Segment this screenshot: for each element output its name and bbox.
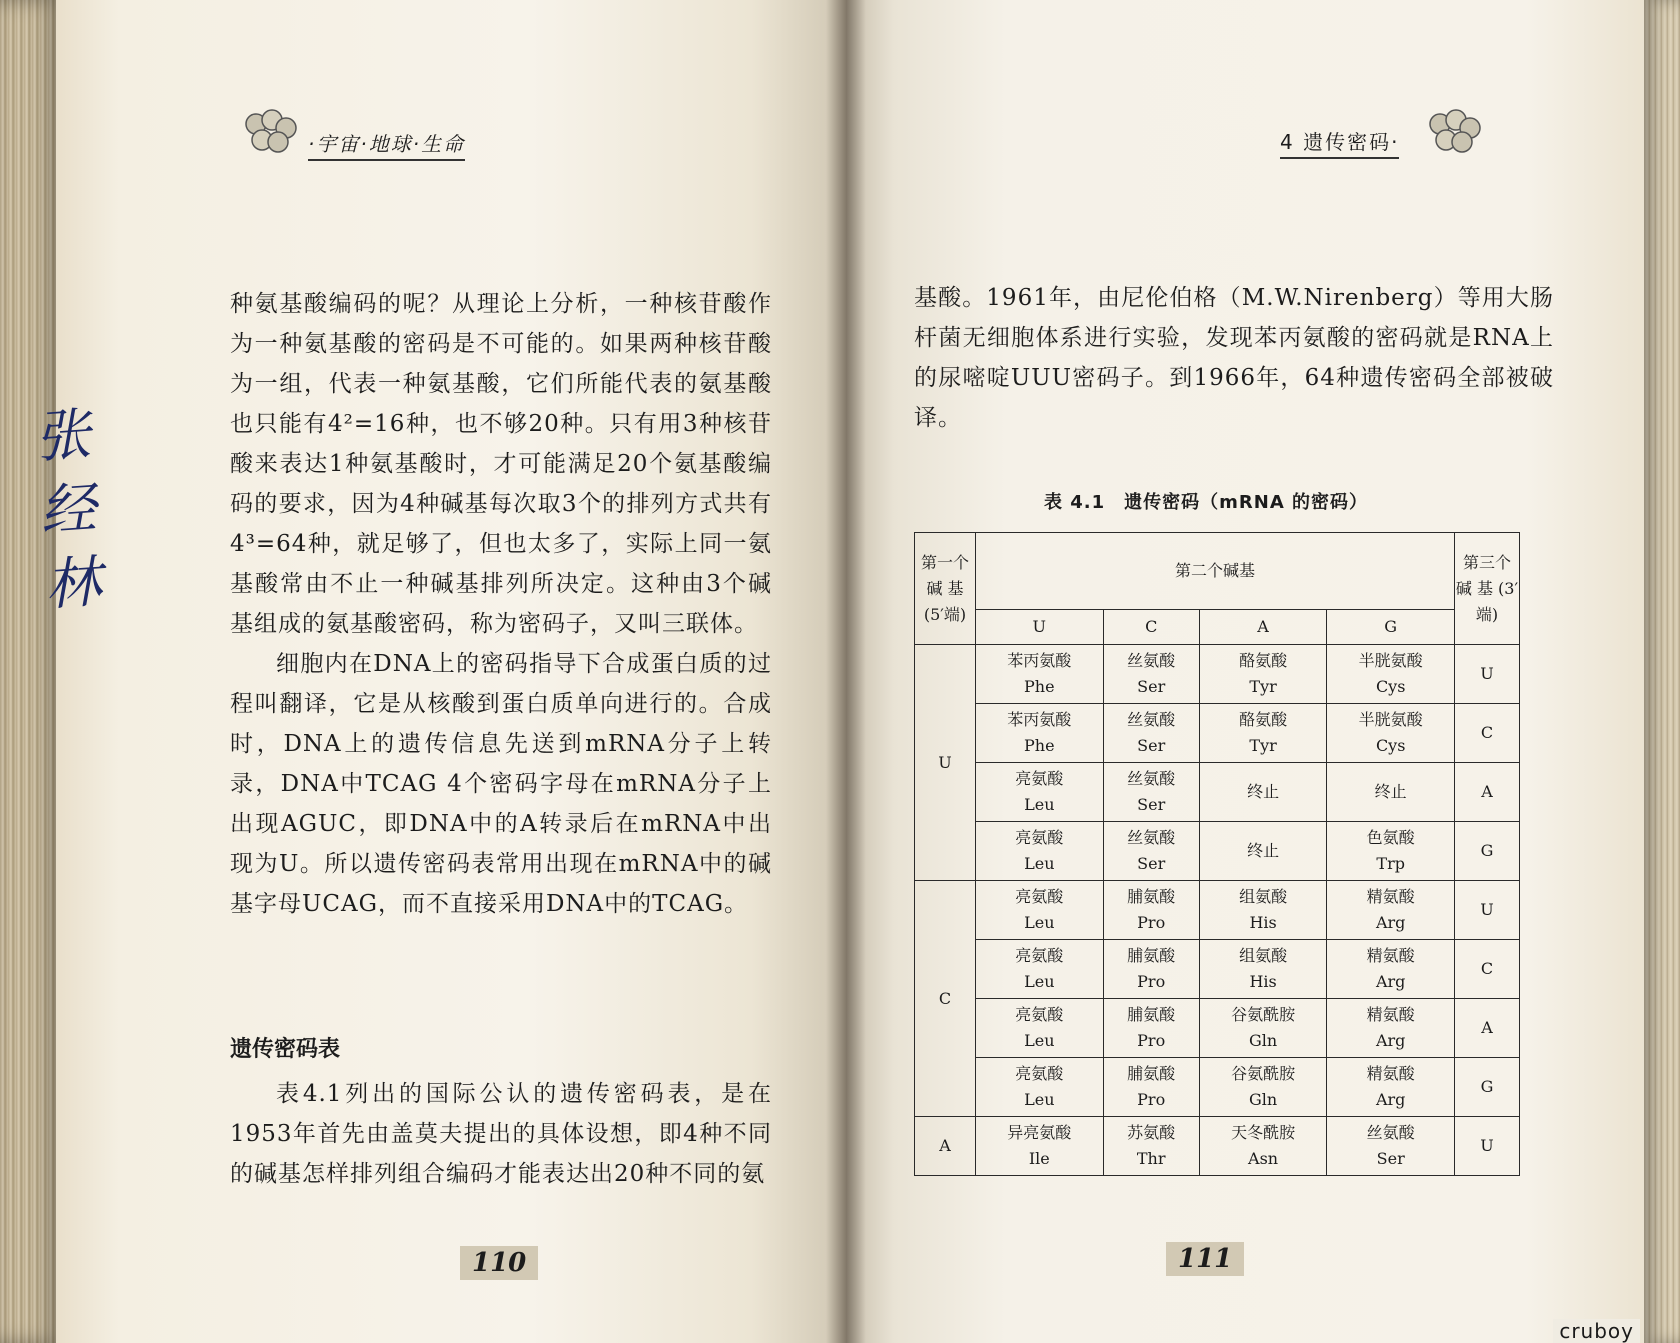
amino-acid-name: 亮氨酸 xyxy=(1015,1064,1064,1083)
codon-cell xyxy=(1199,881,1327,940)
book-edge-left xyxy=(0,0,60,1343)
codon-cell xyxy=(1199,999,1327,1058)
codon-cell xyxy=(976,999,1104,1058)
amino-acid-name: 脯氨酸 xyxy=(1127,1005,1176,1024)
amino-acid-abbrev: Arg xyxy=(1375,1031,1406,1050)
codon-cell xyxy=(1199,1117,1327,1176)
codon-cell xyxy=(1327,999,1455,1058)
table-row xyxy=(915,881,1520,940)
amino-acid-abbrev: Arg xyxy=(1375,1090,1406,1109)
amino-acid-name: 终止 xyxy=(1247,841,1280,860)
codon-cell xyxy=(1327,881,1455,940)
amino-acid-name: 谷氨酰胺 xyxy=(1231,1064,1296,1083)
codon-cell xyxy=(1199,1058,1327,1117)
amino-acid-abbrev: Leu xyxy=(1024,972,1055,991)
amino-acid-name: 亮氨酸 xyxy=(1015,769,1064,788)
header-third-base: 第三个 碱 基 (3′端) xyxy=(1455,533,1520,645)
amino-acid-abbrev: Leu xyxy=(1024,854,1055,873)
left-page-number: 110 xyxy=(460,1246,538,1280)
amino-acid-abbrev: Cys xyxy=(1375,736,1406,755)
amino-acid-abbrev: Phe xyxy=(1024,677,1055,696)
amino-acid-name: 精氨酸 xyxy=(1366,1005,1415,1024)
molecule-logo-icon xyxy=(1426,108,1482,156)
table-row xyxy=(915,940,1520,999)
left-paragraph-2: 细胞内在DNA上的密码指导下合成蛋白质的过程叫翻译，它是从核酸到蛋白质单向进行的。合成时，DNA上的遗传信息先送到mRNA分子上转录，DNA中TCAG 4个密码字母在mRNA分子上出现AGUC，即DNA中的A转录后在mRNA中出现为U。所以遗传密码表常用出现在mRNA中的碱基字母UCAG，而不直接采用DNA中的TCAG。 xyxy=(230,651,772,917)
amino-acid-name: 天冬酰胺 xyxy=(1231,1123,1296,1142)
molecule-logo-icon xyxy=(242,108,298,156)
amino-acid-name: 亮氨酸 xyxy=(1015,887,1064,906)
codon-cell xyxy=(1103,881,1199,940)
third-base-cell: A xyxy=(1455,999,1520,1058)
left-header-title: ·宇宙·地球·生命 xyxy=(308,128,465,161)
amino-acid-abbrev: Tyr xyxy=(1249,736,1277,755)
table-title: 表 4.1 遗传密码（mRNA 的密码） xyxy=(1044,492,1369,513)
codon-cell xyxy=(976,704,1104,763)
codon-cell xyxy=(1327,822,1455,881)
amino-acid-name: 半胱氨酸 xyxy=(1358,651,1423,670)
codon-cell xyxy=(976,881,1104,940)
codon-cell xyxy=(1199,822,1327,881)
codon-cell xyxy=(1327,940,1455,999)
table-row xyxy=(915,999,1520,1058)
amino-acid-name: 脯氨酸 xyxy=(1127,887,1176,906)
codon-cell xyxy=(1327,704,1455,763)
second-base-c: C xyxy=(1103,610,1199,645)
left-paragraph-1: 种氨基酸编码的呢？从理论上分析，一种核苷酸作为一种氨基酸的密码是不可能的。如果两种核苷酸为一组，代表一种氨基酸，它们所能代表的氨基酸也只能有4²=16种，也不够20种。只有用3种核苷酸来表达1种氨基酸时，才可能满足20个氨基酸编码的要求，因为4种碱基每次取3个的排列方式共有4³=64种，就足够了，但也太多了，实际上同一氨基酸常由不止一种碱基排列所决定。这种由3个碱基组成的氨基酸密码，称为密码子，又叫三联体。 xyxy=(230,291,772,637)
amino-acid-abbrev: Asn xyxy=(1248,1149,1279,1168)
right-header-title: 4 遗传密码· xyxy=(1280,126,1399,159)
amino-acid-abbrev: Thr xyxy=(1136,1149,1166,1168)
table-row xyxy=(915,1117,1520,1176)
header-second-base: 第二个碱基 xyxy=(976,533,1455,610)
first-base-cell: U xyxy=(915,645,976,881)
third-base-cell: G xyxy=(1455,822,1520,881)
left-body xyxy=(230,284,772,924)
amino-acid-name: 半胱氨酸 xyxy=(1358,710,1423,729)
amino-acid-abbrev: Ser xyxy=(1137,677,1166,696)
third-base-cell: C xyxy=(1455,940,1520,999)
amino-acid-abbrev: Leu xyxy=(1024,1090,1055,1109)
codon-cell xyxy=(1199,704,1327,763)
third-base-cell: U xyxy=(1455,881,1520,940)
watermark: cruboy xyxy=(1553,1319,1640,1343)
amino-acid-abbrev: Pro xyxy=(1137,972,1166,991)
codon-cell xyxy=(1327,645,1455,704)
amino-acid-abbrev: Ser xyxy=(1376,1149,1405,1168)
amino-acid-name: 丝氨酸 xyxy=(1127,769,1176,788)
codon-cell xyxy=(976,1058,1104,1117)
codon-cell xyxy=(976,645,1104,704)
codon-cell xyxy=(1103,1058,1199,1117)
amino-acid-abbrev: Arg xyxy=(1375,972,1406,991)
third-base-cell: G xyxy=(1455,1058,1520,1117)
handwritten-note: 张经林 xyxy=(32,402,104,619)
codon-cell xyxy=(1103,704,1199,763)
third-base-cell: U xyxy=(1455,645,1520,704)
second-base-a: A xyxy=(1199,610,1327,645)
codon-cell xyxy=(1103,645,1199,704)
amino-acid-name: 组氨酸 xyxy=(1239,946,1288,965)
codon-cell xyxy=(1103,940,1199,999)
first-base-cell: A xyxy=(915,1117,976,1176)
amino-acid-name: 终止 xyxy=(1247,782,1280,801)
codon-cell xyxy=(1199,763,1327,822)
amino-acid-name: 精氨酸 xyxy=(1366,887,1415,906)
amino-acid-name: 丝氨酸 xyxy=(1127,828,1176,847)
genetic-code-table xyxy=(914,532,1520,1176)
amino-acid-abbrev: Leu xyxy=(1024,1031,1055,1050)
codon-cell xyxy=(1327,1058,1455,1117)
amino-acid-name: 亮氨酸 xyxy=(1015,828,1064,847)
third-base-cell: A xyxy=(1455,763,1520,822)
amino-acid-name: 色氨酸 xyxy=(1366,828,1415,847)
table-row xyxy=(915,1058,1520,1117)
codon-cell xyxy=(1199,645,1327,704)
amino-acid-abbrev: Gln xyxy=(1248,1090,1278,1109)
table-row xyxy=(915,763,1520,822)
codon-cell xyxy=(1103,999,1199,1058)
amino-acid-name: 异亮氨酸 xyxy=(1007,1123,1072,1142)
amino-acid-abbrev: Pro xyxy=(1137,1090,1166,1109)
amino-acid-name: 丝氨酸 xyxy=(1127,651,1176,670)
amino-acid-abbrev: Trp xyxy=(1376,854,1405,873)
amino-acid-name: 谷氨酰胺 xyxy=(1231,1005,1296,1024)
first-base-cell: C xyxy=(915,881,976,1117)
codon-cell xyxy=(1103,763,1199,822)
amino-acid-name: 苯丙氨酸 xyxy=(1007,651,1072,670)
codon-cell xyxy=(976,822,1104,881)
second-base-g: G xyxy=(1327,610,1455,645)
amino-acid-abbrev: Pro xyxy=(1137,1031,1166,1050)
table-row xyxy=(915,704,1520,763)
book-edge-right xyxy=(1644,0,1680,1343)
right-paragraph: 基酸。1961年，由尼伦伯格（M.W.Nirenberg）等用大肠杆菌无细胞体系进行实验，发现苯丙氨酸的密码就是RNA上的尿嘧啶UUU密码子。到1966年，64种遗传密码全部被破译。 xyxy=(914,285,1554,431)
amino-acid-abbrev: Ile xyxy=(1028,1149,1050,1168)
codon-cell xyxy=(1103,822,1199,881)
section-heading: 遗传密码表 xyxy=(230,1037,341,1062)
amino-acid-name: 脯氨酸 xyxy=(1127,1064,1176,1083)
amino-acid-abbrev: Leu xyxy=(1024,795,1055,814)
amino-acid-name: 酪氨酸 xyxy=(1239,651,1288,670)
book-spine xyxy=(826,0,866,1343)
amino-acid-abbrev: Leu xyxy=(1024,913,1055,932)
codon-cell xyxy=(1103,1117,1199,1176)
amino-acid-name: 脯氨酸 xyxy=(1127,946,1176,965)
second-base-u: U xyxy=(976,610,1104,645)
left-paragraph-3: 表4.1列出的国际公认的遗传密码表，是在1953年首先由盖莫夫提出的具体设想，即4种不同的碱基怎样排列组合编码才能表达出20种不同的氨 xyxy=(230,1081,772,1187)
amino-acid-name: 精氨酸 xyxy=(1366,946,1415,965)
amino-acid-name: 终止 xyxy=(1374,782,1407,801)
amino-acid-abbrev: Ser xyxy=(1137,795,1166,814)
amino-acid-name: 苯丙氨酸 xyxy=(1007,710,1072,729)
header-first-base: 第一个 碱 基 (5′端) xyxy=(915,533,976,645)
amino-acid-abbrev: Gln xyxy=(1248,1031,1278,1050)
third-base-cell: C xyxy=(1455,704,1520,763)
codon-cell xyxy=(1199,940,1327,999)
amino-acid-name: 苏氨酸 xyxy=(1127,1123,1176,1142)
amino-acid-name: 组氨酸 xyxy=(1239,887,1288,906)
right-page-number: 111 xyxy=(1166,1242,1244,1276)
amino-acid-name: 丝氨酸 xyxy=(1127,710,1176,729)
amino-acid-abbrev: Arg xyxy=(1375,913,1406,932)
codon-cell xyxy=(976,763,1104,822)
amino-acid-abbrev: Pro xyxy=(1137,913,1166,932)
table-body xyxy=(915,645,1520,1176)
amino-acid-abbrev: Ser xyxy=(1137,736,1166,755)
left-page xyxy=(56,0,846,1343)
amino-acid-abbrev: Ser xyxy=(1137,854,1166,873)
codon-cell xyxy=(976,940,1104,999)
third-base-cell: U xyxy=(1455,1117,1520,1176)
amino-acid-abbrev: Phe xyxy=(1024,736,1055,755)
amino-acid-abbrev: Tyr xyxy=(1249,677,1277,696)
table-row xyxy=(915,822,1520,881)
amino-acid-name: 亮氨酸 xyxy=(1015,946,1064,965)
amino-acid-name: 精氨酸 xyxy=(1366,1064,1415,1083)
amino-acid-abbrev: His xyxy=(1249,913,1277,932)
amino-acid-name: 亮氨酸 xyxy=(1015,1005,1064,1024)
codon-cell xyxy=(976,1117,1104,1176)
table-row xyxy=(915,645,1520,704)
amino-acid-abbrev: His xyxy=(1249,972,1277,991)
amino-acid-abbrev: Cys xyxy=(1375,677,1406,696)
amino-acid-name: 丝氨酸 xyxy=(1366,1123,1415,1142)
codon-cell xyxy=(1327,1117,1455,1176)
amino-acid-name: 酪氨酸 xyxy=(1239,710,1288,729)
codon-cell xyxy=(1327,763,1455,822)
